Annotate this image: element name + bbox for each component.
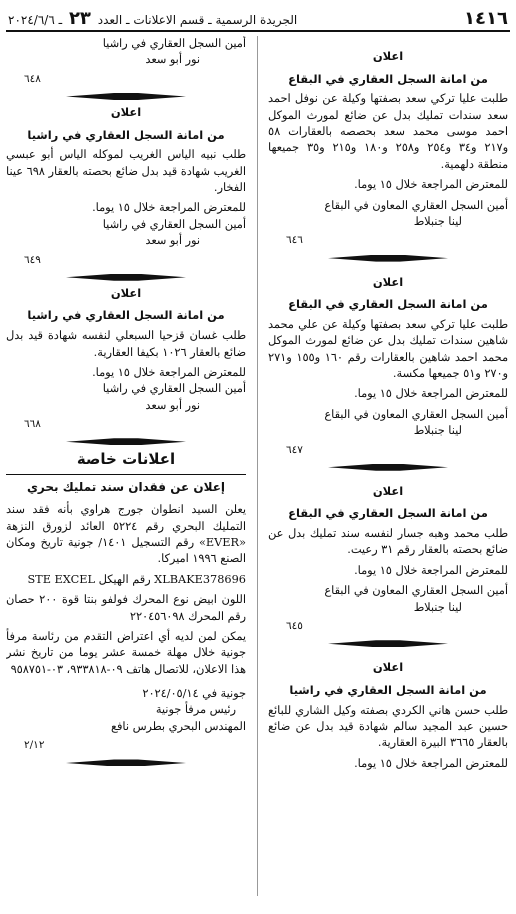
notice-body: طلبت عليا تركي سعد بصفتها وكيلة عن نوفل احمد سعد سندات تمليك بدل عن ضائع لمورث الموكل احمد موسى محمد سعد بحصصه بالعقارات ٥٨ و٢١٧ و٣٤ و٢٥٤ و٢٥٨ و١٨٠ و٢١٥ و٣٥ جميعها منطقة دلهمية. xyxy=(268,92,508,171)
separator xyxy=(6,759,246,766)
notice-body: طلب حسن هاني الكردي بصفته وكيل الشاري للبائع حسين عبد المجيد سالم شهادة قيد بدل عن ضائع بالعقار ٣٦٦٥ البيرة العقارية. xyxy=(268,703,508,750)
running-title-prefix: الجريدة الرسمية ـ قسم الاعلانات ـ العدد xyxy=(97,12,298,27)
notice-label: اعلان xyxy=(110,104,142,119)
notice-review: للمعترض المراجعة خلال ١٥ يوما. xyxy=(354,563,508,577)
notice-title: من امانة السجل العقاري في راشيا xyxy=(289,682,487,697)
signatory-name: لينا جنبلاط xyxy=(413,600,462,614)
notice-body: طلبت عليا تركي سعد بصفتها وكيلة عن علي محمد شاهين سندات تمليك بدل عن ضائع لمورث الموكل محمد احمد شاهين بالعقارات رقم ١٦٠ و١٥٥ و٢٧١ و٢٧٠ و٥١ جميعها مكسة. xyxy=(268,317,508,381)
notice-review: للمعترض المراجعة خلال ١٥ يوما. xyxy=(92,365,246,379)
signatory-title: أمين السجل العقاري في راشيا xyxy=(102,217,246,231)
notice-label: اعلان xyxy=(372,660,404,675)
separator xyxy=(6,93,246,100)
column-divider xyxy=(257,36,258,896)
notice-number: ٦٤٩ xyxy=(24,253,41,266)
notice xyxy=(6,285,246,432)
issue-date: ـ ٢٠٢٤/٦/٦ xyxy=(8,12,63,27)
place-date: جونية في ٢٠٢٤/٠٥/١٤ xyxy=(142,687,246,701)
notice-label: اعلان xyxy=(372,483,404,498)
separator xyxy=(268,255,508,262)
section-title: اعلانات خاصة xyxy=(6,449,246,475)
signatory-title: رئيس مرفأ جونية xyxy=(155,703,236,717)
notice-label: اعلان xyxy=(372,49,404,63)
notice-number: ٦٤٥ xyxy=(286,619,303,632)
notice xyxy=(268,483,508,634)
separator xyxy=(6,274,246,281)
notice-title: من امانة السجل العقاري في راشيا xyxy=(27,308,225,323)
notice-title: من امانة السجل العقاري في البقاع xyxy=(288,506,488,521)
signatory-name: نور أبو سعد xyxy=(145,398,200,412)
page-header xyxy=(6,6,510,32)
notice xyxy=(6,104,246,268)
notice-label: اعلان xyxy=(110,285,142,300)
signatory-title: أمين السجل العقاري المعاون في البقاع xyxy=(324,198,508,212)
signatory-name: لينا جنبلاط xyxy=(413,424,462,438)
notice-number: ٦٤٨ xyxy=(24,72,41,85)
hull-number-line: STE EXCEL رقم الهيكل XLBAKE378696 xyxy=(27,572,246,586)
engine-line: اللون ابيض نوع المحرك فولفو بنتا قوة ٢٠٠ حصان رقم المحرك ٢٢٠٤٥٦٠٩٨ xyxy=(6,593,246,623)
notice-body: طلب غسان قزحيا السبعلي لنفسه شهادة قيد بدل ضائع بالعقار ١٠٢٦ بكيفا العقارية. xyxy=(6,329,246,359)
notice-label: اعلان xyxy=(372,274,404,289)
notice-number: ٦٦٨ xyxy=(24,418,41,430)
page-number: ١٤١٦ xyxy=(464,7,508,29)
notice-continued xyxy=(6,36,246,87)
notice xyxy=(268,274,508,458)
separator xyxy=(268,640,508,647)
running-title xyxy=(8,8,297,29)
notice-title: من امانة السجل العقاري في البقاع xyxy=(288,71,488,86)
signatory-name: لينا جنبلاط xyxy=(413,214,462,228)
signatory-title: أمين السجل العقاري في راشيا xyxy=(102,382,246,396)
signatory-name: نور أبو سعد xyxy=(145,53,200,67)
separator xyxy=(6,438,246,445)
notice-review: للمعترض المراجعة خلال ١٥ يوما. xyxy=(92,201,246,215)
signatory-title: أمين السجل العقاري المعاون في البقاع xyxy=(324,584,508,598)
right-column xyxy=(268,36,508,906)
notice xyxy=(268,659,508,772)
signatory-title: أمين السجل العقاري المعاون في البقاع xyxy=(324,407,508,421)
special-notice xyxy=(6,449,246,753)
notice-body: يعلن السيد انطوان جورج هراوي بأنه فقد سند التمليك البحري رقم ٥٢٢٤ العائد لزورق النزهة «EVER» رقم التسجيل ١٤٠١/ جونية تاريخ ومكان الصنع ١٩٩٦ اميركا. xyxy=(6,503,246,566)
separator xyxy=(268,464,508,471)
objection-text: يمكن لمن لديه أي اعتراض التقدم من رئاسة مرفأ جونية خلال مهلة خمسة عشر يوما من تاريخ نشر هذا الاعلان، للاتصال هاتف ٠٩-٩٣٣٨١٨، ٠٣-٩٥٨٧٥١ xyxy=(6,629,246,676)
signatory-name: المهندس البحري بطرس نافع xyxy=(110,719,246,733)
notice-review: للمعترض المراجعة خلال ١٥ يوما. xyxy=(354,178,508,192)
signatory-name: نور أبو سعد xyxy=(145,234,200,248)
notice-number: ٦٤٦ xyxy=(286,234,303,247)
notice-body: طلب محمد وهبه جسار لنفسه سند تمليك بدل عن ضائع بحصته بالعقار رقم ٣١ رعيت. xyxy=(268,527,508,557)
notice-title: من امانة السجل العقاري في البقاع xyxy=(288,297,488,312)
notice-number: ٢/١٢ xyxy=(24,739,45,752)
issue-number: ٢٣ xyxy=(68,7,91,29)
notice-review: للمعترض المراجعة خلال ١٥ يوما. xyxy=(354,756,508,770)
notice-number: ٦٤٧ xyxy=(286,443,303,456)
notice-title: إعلان عن فقدان سند تمليك بحري xyxy=(26,479,226,494)
notice xyxy=(268,48,508,249)
notice-title: من امانة السجل العقاري في راشيا xyxy=(27,127,225,142)
notice-body: طلب نبيه الياس الغريب لموكله الياس أبو عبسي الغريب شهادة قيد بدل ضائع بحصته بالعقار ٦٩٨ عينا الفخار. xyxy=(6,148,246,195)
signatory-title: أمين السجل العقاري في راشيا xyxy=(102,37,246,50)
notice-review: للمعترض المراجعة خلال ١٥ يوما. xyxy=(354,387,508,401)
left-column xyxy=(6,36,246,906)
